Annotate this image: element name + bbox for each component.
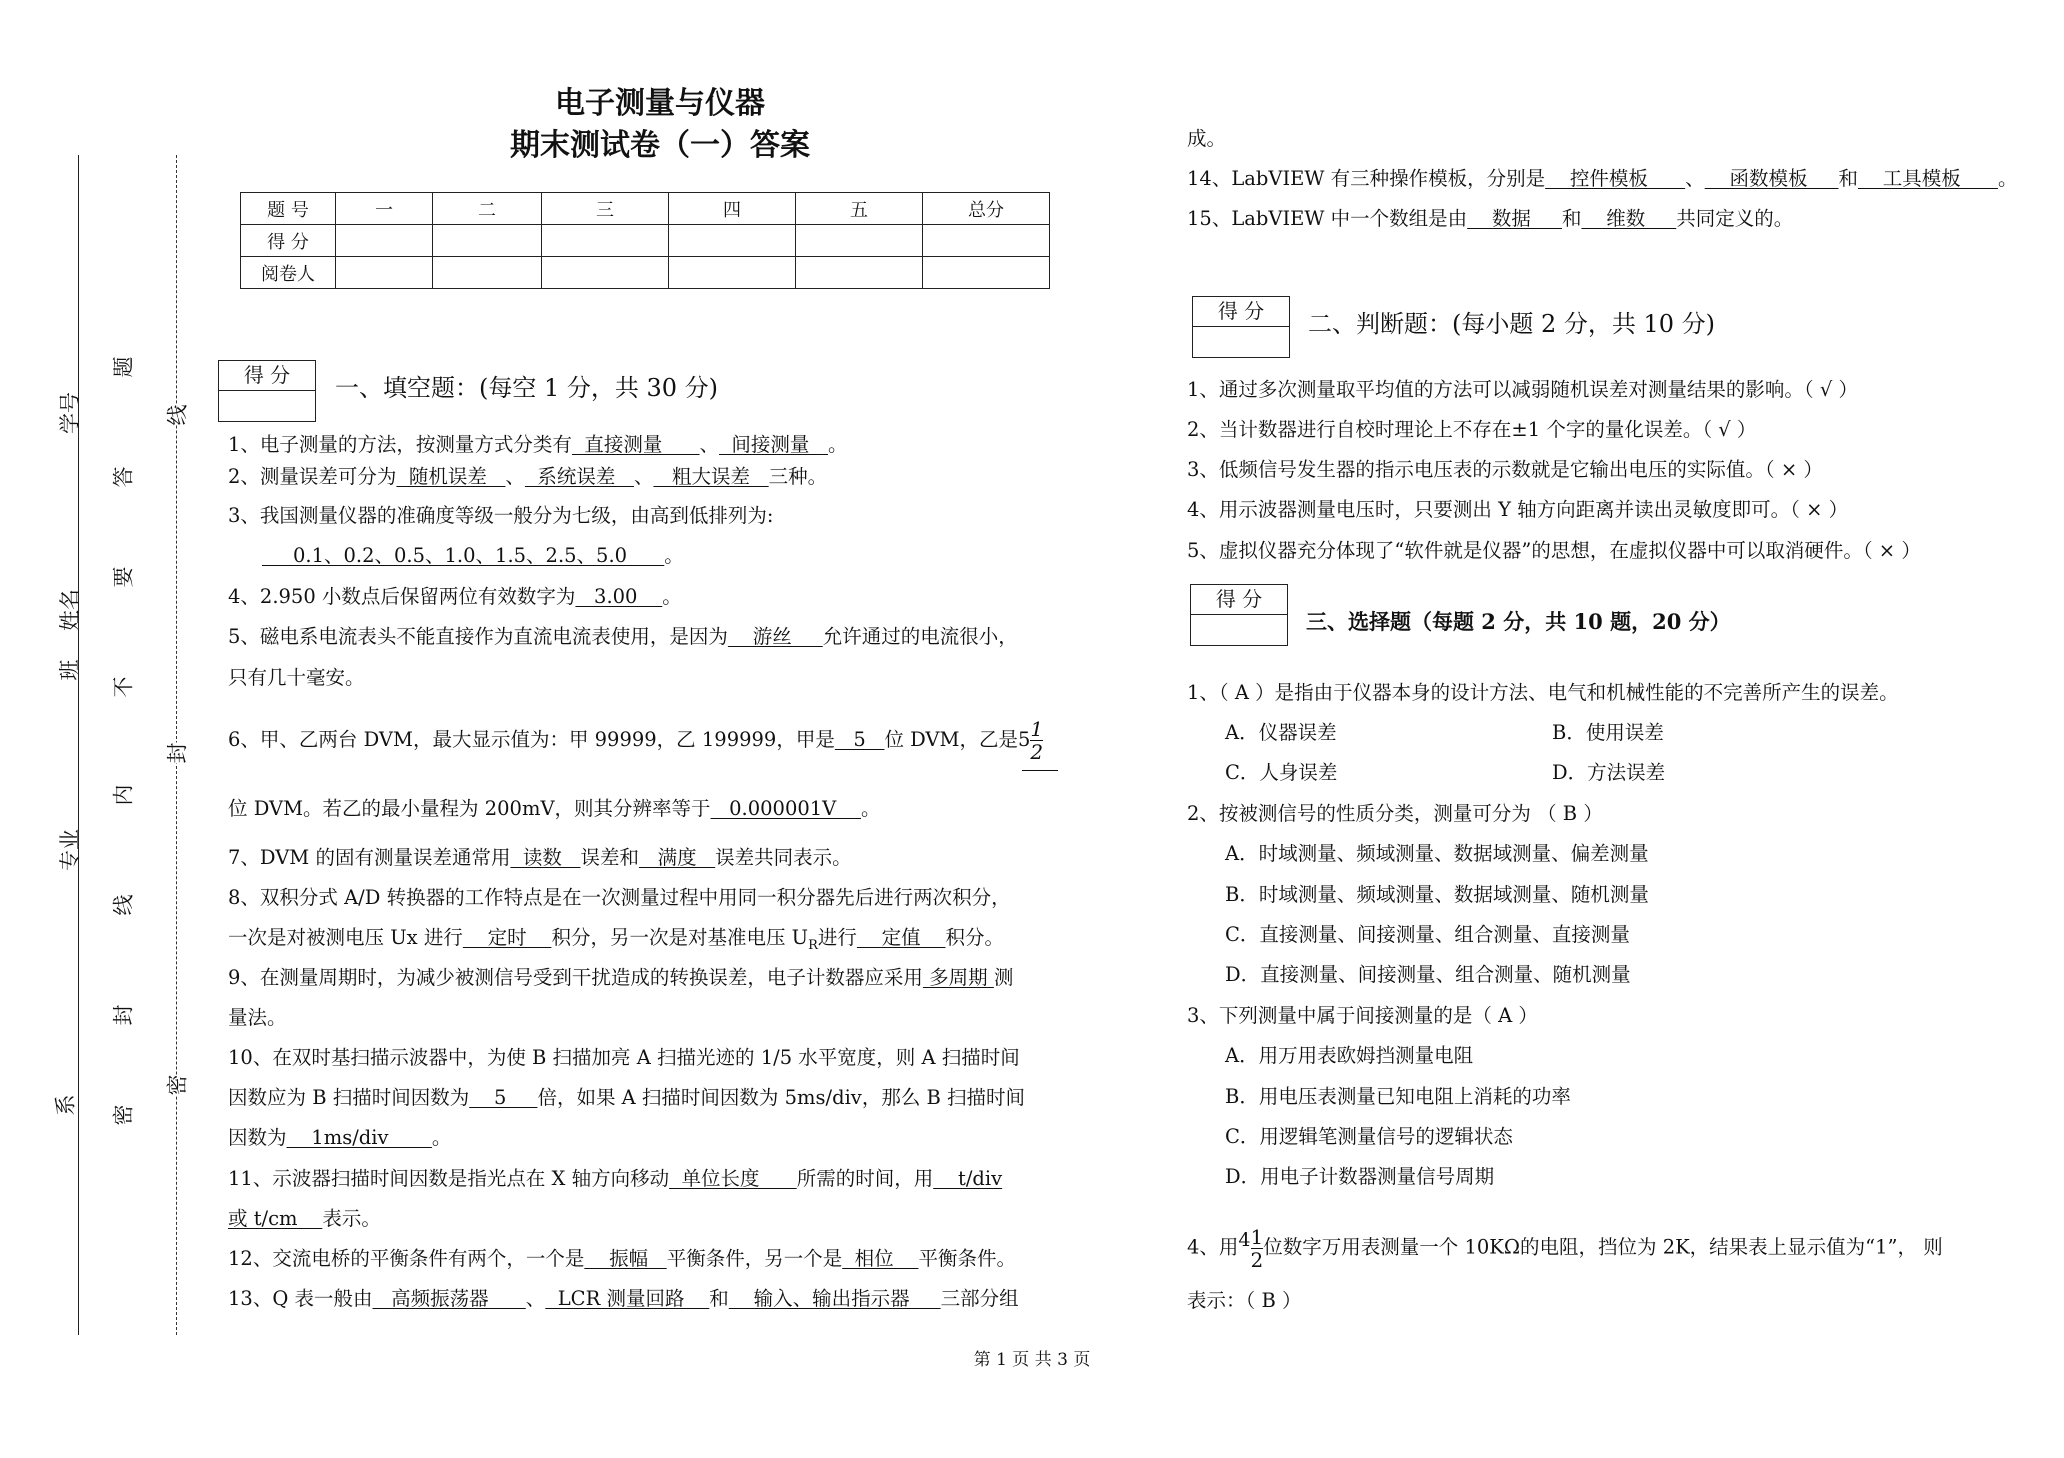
judge-item: 3、低频信号发生器的指示电压表的示数就是它输出电压的实际值。（ × ）	[1187, 458, 1823, 481]
answer: 直接测量	[571, 433, 700, 456]
page-number: 第 1 页 共 3 页	[973, 1350, 1091, 1370]
section2-score-box	[1192, 296, 1290, 358]
answer: 粗大误差	[653, 465, 769, 488]
answer: 工具模板	[1857, 167, 1998, 190]
choice-option: A．仪器误差	[1225, 721, 1337, 744]
q1-15: 15、LabVIEW 中一个数组是由 数据 和 维数 共同定义的。	[1187, 207, 1794, 230]
q1-10: 10、在双时基扫描示波器中，为使 B 扫描加亮 A 扫描光迹的 1/5 水平宽度，则 A 扫描时间	[228, 1046, 1020, 1069]
answer: LCR 测量回路	[545, 1287, 710, 1310]
q1-7: 7、DVM 的固有测量误差通常用 读数 误差和 满度 误差共同表示。	[228, 846, 852, 869]
warning-char-6: 要	[111, 566, 136, 588]
answer: 控件模板	[1545, 167, 1686, 190]
choice-q3: 3、下列测量中属于间接测量的是（ A ）	[1187, 1004, 1538, 1027]
score-box-label: 得 分	[219, 361, 315, 391]
answer: 维数	[1581, 207, 1677, 230]
choice-option: D．直接测量、间接测量、组合测量、随机测量	[1225, 963, 1631, 986]
score-table-row-label: 得 分	[241, 225, 336, 257]
answer: 定时	[462, 926, 552, 949]
fraction: $\frac{1}{2}$	[1030, 717, 1044, 764]
score-table-header: 三	[542, 193, 669, 225]
choice-q4: 4、用4 $\frac{1}{2}$ 位数字万用表测量一个 10KΩ的电阻，挡位为 2K，结果表上显示值为“1”， 则	[1187, 1224, 1943, 1272]
q1-13-cont: 成。	[1187, 127, 1227, 150]
answer: 读数	[510, 846, 581, 869]
q1-13: 13、Q 表一般由 高频振荡器 、 LCR 测量回路 和 输入、输出指示器 三部分组	[228, 1287, 1019, 1310]
answer: 游丝	[727, 625, 823, 648]
answer: t/div	[933, 1167, 1003, 1190]
score-box-label: 得 分	[1193, 297, 1289, 327]
q1-11: 11、示波器扫描时间因数是指光点在 X 轴方向移动 单位长度 所需的时间，用 t/div	[228, 1167, 1003, 1190]
choice-q2: 2、按被测信号的性质分类，测量可分为 （ B ）	[1187, 802, 1603, 825]
q1-10-cont2: 因数为 1ms/div 。	[228, 1126, 452, 1149]
field-class: 班	[57, 659, 82, 681]
q1-8-cont: 一次是对被测电压 Ux 进行 定时 积分，另一次是对基准电压 $U_R$进行 定值 积分。	[228, 926, 1004, 953]
answer: 定值	[856, 926, 946, 949]
answer: 0.1、0.2、0.5、1.0、1.5、2.5、5.0	[262, 544, 665, 567]
score-table-header: 题 号	[241, 193, 336, 225]
answer: 系统误差	[524, 465, 634, 488]
choice-option: D．用电子计数器测量信号周期	[1225, 1165, 1495, 1188]
choice-option: C．人身误差	[1225, 761, 1338, 784]
answer: 满度	[638, 846, 716, 869]
choice-option: C．直接测量、间接测量、组合测量、直接测量	[1225, 923, 1630, 946]
answer: 单位长度	[669, 1167, 797, 1190]
answer: 随机误差	[396, 465, 506, 488]
q1-8: 8、双积分式 A/D 转换器的工作特点是在一次测量过程中用同一积分器先后进行两次积分，	[228, 886, 1011, 909]
answer: 1ms/div	[286, 1126, 432, 1149]
q1-12: 12、交流电桥的平衡条件有两个，一个是 振幅 平衡条件，另一个是 相位 平衡条件。	[228, 1247, 1016, 1270]
fraction: $\frac{1}{2}$	[1250, 1224, 1264, 1272]
q1-1: 1、电子测量的方法，按测量方式分类有 直接测量 、 间接测量 。	[228, 433, 848, 456]
section3-title: 三、选择题（每题 2 分，共 10 题，20 分）	[1306, 609, 1731, 634]
page-title: 电子测量与仪器	[555, 86, 765, 121]
page-subtitle: 期末测试卷（一）答案	[510, 128, 810, 163]
seal-char-3: 线	[162, 405, 192, 426]
warning-char-7: 答	[111, 466, 136, 488]
answer: 0.000001V	[710, 797, 862, 820]
q1-9-cont: 量法。	[228, 1006, 287, 1029]
q1-5-cont: 只有几十毫安。	[228, 666, 365, 689]
q1-6: 6、甲、乙两台 DVM，最大显示值为：甲 99999，乙 199999，甲是 5 位 DVM，乙是5 $\frac{1}{2}$	[228, 717, 1044, 764]
section1-score-box	[218, 360, 316, 422]
judge-item: 2、当计数器进行自校时理论上不存在±1 个字的量化误差。（ √ ）	[1187, 418, 1757, 441]
score-table-row	[241, 257, 1050, 289]
score-table-header: 总分	[923, 193, 1050, 225]
section1-title: 一、填空题：(每空 1 分，共 30 分)	[335, 374, 719, 402]
choice-option: A．用万用表欧姆挡测量电阻	[1225, 1044, 1474, 1067]
score-table-header: 二	[433, 193, 542, 225]
answer: 多周期	[922, 966, 994, 989]
warning-char-1: 密	[111, 1104, 136, 1126]
warning-char-2: 封	[111, 1004, 136, 1026]
section3-score-box	[1190, 584, 1288, 646]
judge-item: 5、虚拟仪器充分体现了“软件就是仪器”的思想，在虚拟仪器中可以取消硬件。（ × ）	[1187, 539, 1921, 562]
answer: 5	[834, 728, 885, 751]
choice-option: D．方法误差	[1552, 761, 1666, 784]
judge-item: 4、用示波器测量电压时，只要测出 Y 轴方向距离并读出灵敏度即可。（ × ）	[1187, 498, 1849, 521]
score-table-header: 五	[796, 193, 923, 225]
answer: 相位	[842, 1247, 919, 1270]
choice-option: B．用电压表测量已知电阻上消耗的功率	[1225, 1085, 1571, 1108]
warning-char-3: 线	[111, 894, 136, 916]
answer: 或 t/cm	[228, 1207, 323, 1230]
score-table-header: 一	[336, 193, 433, 225]
warning-char-5: 不	[111, 676, 136, 698]
judge-item: 1、通过多次测量取平均值的方法可以减弱随机误差对测量结果的影响。（ √ ）	[1187, 378, 1858, 401]
score-table	[240, 192, 1050, 289]
q1-11-cont: 或 t/cm 表示。	[228, 1207, 381, 1230]
field-department: 系	[53, 1094, 78, 1116]
answer: 振幅	[584, 1247, 667, 1270]
score-table-header-row	[241, 193, 1050, 225]
q1-10-cont: 因数应为 B 扫描时间因数为 5 倍，如果 A 扫描时间因数为 5ms/div，那么 B 扫描时间	[228, 1086, 1026, 1109]
q1-3: 3、我国测量仪器的准确度等级一般分为七级，由高到低排列为:	[228, 504, 774, 527]
choice-option: B．使用误差	[1552, 721, 1664, 744]
q1-3-answer: 0.1、0.2、0.5、1.0、1.5、2.5、5.0 。	[262, 544, 684, 567]
fraction-underline	[1022, 770, 1058, 771]
q1-2: 2、测量误差可分为 随机误差 、 系统误差 、 粗大误差 三种。	[228, 465, 828, 488]
score-box-label: 得 分	[1191, 585, 1287, 615]
answer: 高频振荡器	[372, 1287, 526, 1310]
field-major: 专业	[58, 829, 82, 871]
q1-6-cont: 位 DVM。若乙的最小量程为 200mV，则其分辨率等于 0.000001V 。	[228, 797, 881, 820]
answer: 函数模板	[1704, 167, 1839, 190]
warning-char-4: 内	[111, 784, 136, 806]
field-student-id: 学号	[58, 392, 82, 434]
score-table-row	[241, 225, 1050, 257]
answer: 间接测量	[719, 433, 829, 456]
answer: 3.00	[575, 585, 663, 608]
score-table-header: 四	[669, 193, 796, 225]
choice-option: A．时域测量、频域测量、数据域测量、偏差测量	[1225, 842, 1649, 865]
q1-9: 9、在测量周期时，为减少被测信号受到干扰造成的转换误差，电子计数器应采用 多周期 测	[228, 966, 1014, 989]
section2-title: 二、判断题：(每小题 2 分，共 10 分)	[1308, 310, 1716, 338]
q1-5: 5、磁电系电流表头不能直接作为直流电流表使用，是因为 游丝 允许通过的电流很小，	[228, 625, 1018, 648]
answer: 输入、输出指示器	[728, 1287, 941, 1310]
q1-14: 14、LabVIEW 有三种操作模板，分别是 控件模板 、 函数模板 和 工具模板 。	[1187, 167, 2018, 190]
binding-line-outer	[78, 155, 79, 1335]
warning-char-8: 题	[111, 356, 136, 378]
choice-option: B．时域测量、频域测量、数据域测量、随机测量	[1225, 883, 1649, 906]
choice-q4-cont: 表示：（ B ）	[1187, 1289, 1302, 1312]
answer: 5	[469, 1086, 538, 1109]
choice-option: C．用逻辑笔测量信号的逻辑状态	[1225, 1125, 1513, 1148]
answer: 数据	[1467, 207, 1562, 230]
seal-char-1: 密	[162, 1075, 192, 1096]
seal-char-2: 封	[162, 743, 192, 764]
choice-q1: 1、（ A ）是指由于仪器本身的设计方法、电气和机械性能的不完善所产生的误差。	[1187, 681, 1899, 704]
q1-4: 4、2.950 小数点后保留两位有效数字为 3.00 。	[228, 585, 682, 608]
field-name: 姓名	[58, 589, 82, 631]
score-table-row-label: 阅卷人	[241, 257, 336, 289]
